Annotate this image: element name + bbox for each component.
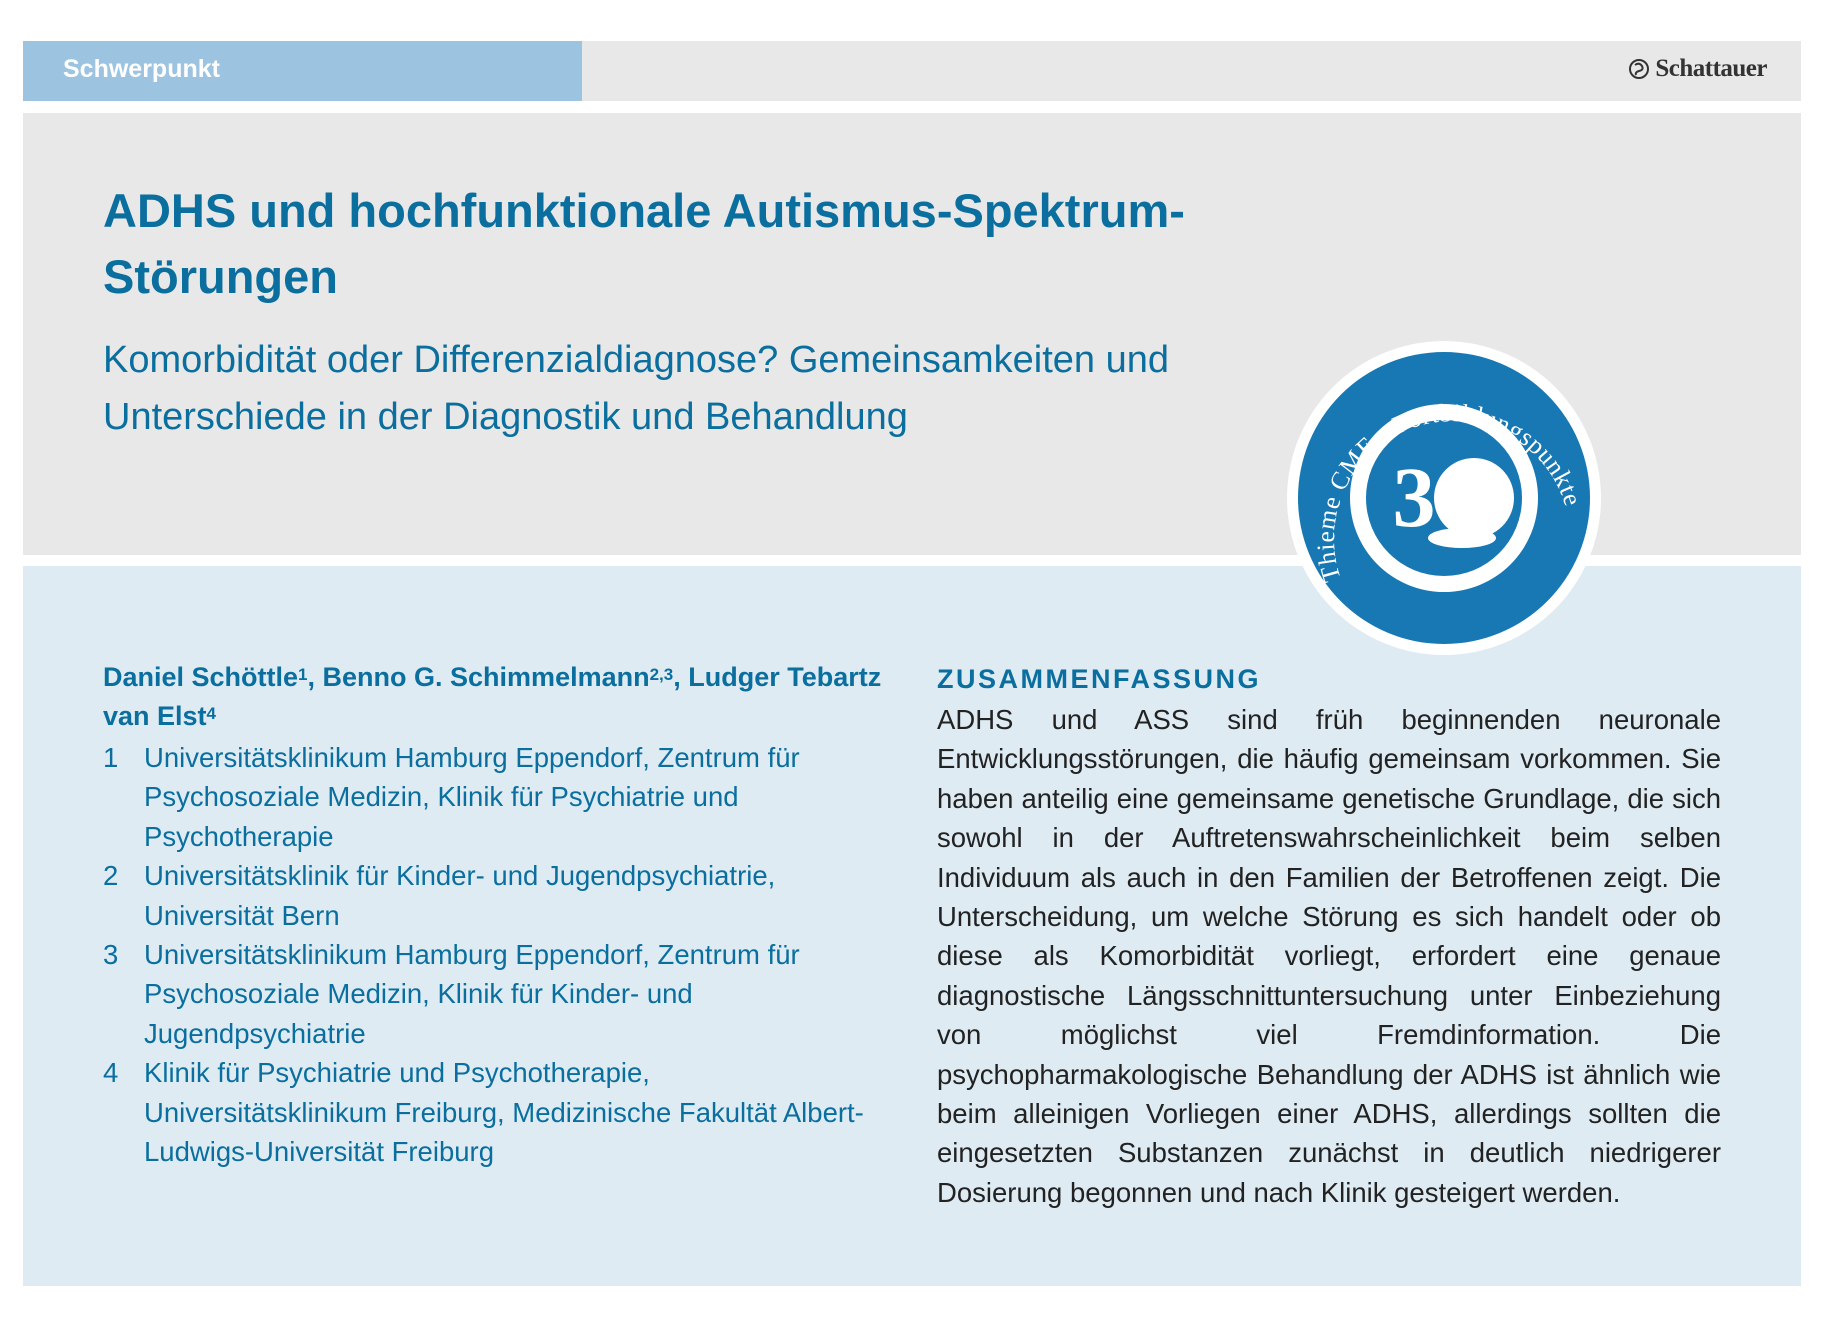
author-affiliation-ref: 1: [298, 665, 308, 684]
section-label: Schwerpunkt: [63, 55, 220, 83]
affiliation-number: 4: [103, 1057, 119, 1089]
schattauer-logo-icon: [1628, 58, 1650, 80]
article-title: ADHS und hochfunktionale Autismus-Spektrum-Störungen: [103, 184, 1185, 303]
badge-arc-textpath: Thieme CME · Fortbildungspunkte: [1310, 397, 1588, 586]
affiliation-item: [103, 935, 893, 1053]
author-name: Benno G. Schimmelmann: [322, 662, 650, 692]
affiliation-text: Universitätsklinikum Hamburg Eppendorf, Zentrum für Psychosoziale Medizin, Klinik für Kinder- und Jugendpsychiatrie: [144, 939, 800, 1049]
affiliation-list: [103, 738, 893, 1171]
affiliation-text: Klinik für Psychiatrie und Psychotherapie, Universitätsklinikum Freiburg, Medizinische Fakultät Albert-Ludwigs-Universität Freiburg: [144, 1057, 864, 1168]
affiliation-text: Universitätsklinikum Hamburg Eppendorf, Zentrum für Psychosoziale Medizin, Klinik für Psychiatrie und Psychotherapie: [144, 742, 800, 852]
affiliation-item: [103, 1053, 893, 1171]
author-affiliation-ref: 2,3: [649, 665, 674, 684]
section-tab: [23, 41, 582, 101]
cme-badge: [1284, 338, 1604, 658]
badge-points: 3: [1392, 449, 1436, 545]
affiliation-text: Universitätsklinik für Kinder- und Jugendpsychiatrie, Universität Bern: [144, 860, 776, 931]
top-bar: [23, 41, 1801, 101]
affiliation-item: [103, 738, 893, 856]
author-name: Daniel Schöttle: [103, 662, 299, 692]
author-name: Ludger Tebartz van Elst: [103, 662, 882, 731]
affiliation-item: [103, 856, 893, 935]
publisher-brand: [1628, 55, 1767, 83]
author-list: Daniel Schöttle$^1$, Benno G. Schimmelmann$^{2,3}$, Ludger Tebartz van Elst$^4$: [103, 662, 882, 731]
summary-text: ADHS und ASS sind früh beginnenden neuronale Entwicklungsstörungen, die häufig gemeinsam vorkommen. Sie haben anteilig eine gemeinsame genetische Grundlage, die sich sowohl in der Auftretenswahrscheinlichkeit beim selben Individuum als auch in den Familien der Betroffenen zeigt. Die Unterscheidung, um welche Störung es sich handelt oder ob diese als Komorbidität vorliegt, erfordert eine genaue diagnostische Längsschnittuntersuchung unter Einbeziehung von möglichst viel Fremdinformation. Die psychopharmakologische Behandlung der ADHS ist ähnlich wie beim alleinigen Vorliegen einer ADHS, allerdings sollten die eingesetzten Substanzen zunächst in deutlich niedrigerer Dosierung begonnen und nach Klinik gesteigert werden.: [937, 704, 1721, 1208]
affiliation-number: 2: [103, 860, 119, 892]
affiliation-number: 1: [103, 742, 119, 773]
affiliation-number: 3: [103, 939, 119, 971]
publisher-name: Schattauer: [1655, 55, 1767, 82]
author-affiliation-ref: 4: [206, 704, 217, 723]
summary-heading: ZUSAMMENFASSUNG: [937, 664, 1262, 694]
article-subtitle: Komorbidität oder Differenzialdiagnose? Gemeinsamkeiten und Unterschiede in der Diagnostik und Behandlung: [103, 339, 1170, 438]
